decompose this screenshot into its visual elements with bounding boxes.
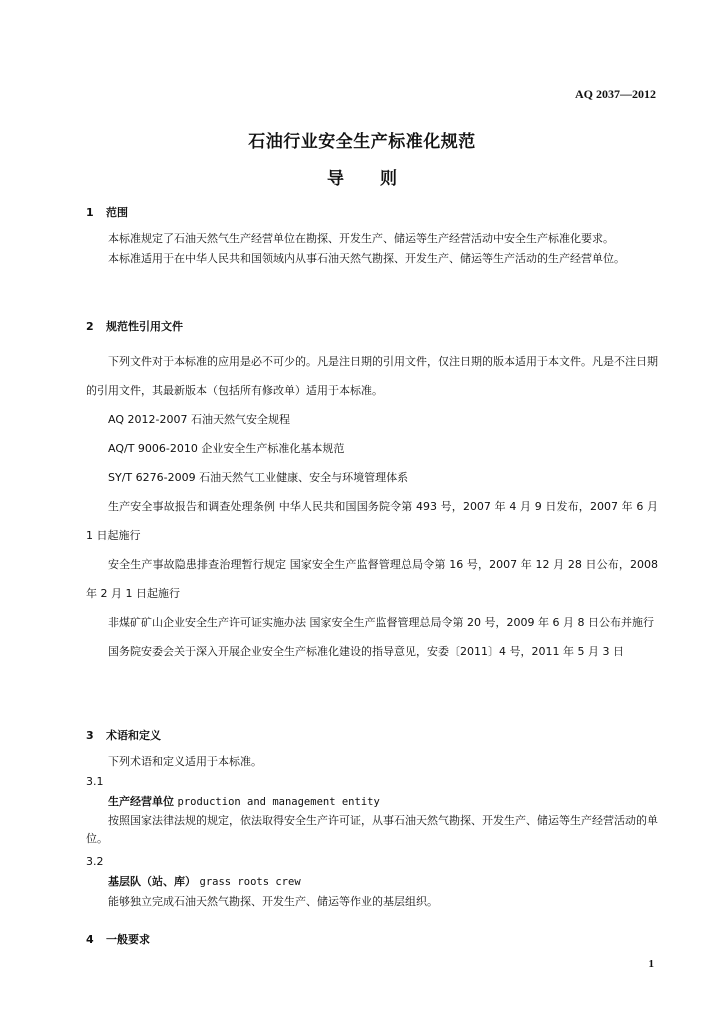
- term-heading: [86, 872, 658, 892]
- section-title: 一般要求: [106, 933, 150, 946]
- standard-code: AQ 2037—2012: [575, 87, 656, 101]
- section-number: 1: [86, 206, 94, 219]
- section-number: 2: [86, 320, 94, 333]
- reference-item: 安全生产事故隐患排查治理暂行规定 国家安全生产监督管理总局令第 16 号，2007 年 12 月 28 日公布，2008 年 2 月 1 日起施行: [86, 558, 658, 600]
- reference-item: AQ/T 9006-2010 企业安全生产标准化基本规范: [108, 442, 345, 455]
- section-title: 范围: [106, 206, 128, 219]
- paragraph: 本标准适用于在中华人民共和国领域内从事石油天然气勘探、开发生产、储运等生产活动的生产经营单位。: [108, 252, 625, 265]
- section-title: 术语和定义: [106, 729, 161, 742]
- term-name: 基层队（站、库）: [108, 875, 196, 888]
- reference-item: 生产安全事故报告和调查处理条例 中华人民共和国国务院令第 493 号，2007 年 4 月 9 日发布，2007 年 6 月 1 日起施行: [86, 500, 658, 542]
- section-4-heading: [86, 930, 658, 950]
- term-english: production and management entity: [177, 796, 380, 808]
- reference-item: AQ 2012-2007 石油天然气安全规程: [108, 413, 290, 426]
- section-3: [86, 726, 658, 912]
- reference-item: SY/T 6276-2009 石油天然气工业健康、安全与环境管理体系: [108, 471, 409, 484]
- section-1-heading: [86, 203, 658, 223]
- section-2-heading: [86, 317, 658, 337]
- term-definition: 按照国家法律法规的规定，依法取得安全生产许可证，从事石油天然气勘探、开发生产、储运等生产经营活动的单位。: [86, 814, 658, 845]
- subtitle-char-2: 则: [380, 169, 397, 189]
- section-number: 3: [86, 729, 94, 742]
- term-number: 3.1: [86, 775, 104, 788]
- paragraph: 下列文件对于本标准的应用是必不可少的。凡是注日期的引用文件，仅注日期的版本适用于本文件。凡是不注日期的引用文件，其最新版本（包括所有修改单）适用于本标准。: [86, 355, 658, 397]
- term-english: grass roots crew: [199, 876, 301, 888]
- subtitle-char-1: 导: [327, 169, 344, 189]
- reference-item: 国务院安委会关于深入开展企业安全生产标准化建设的指导意见，安委〔2011〕4 号，2011 年 5 月 3 日: [108, 645, 624, 658]
- section-number: 4: [86, 933, 94, 946]
- paragraph: 本标准规定了石油天然气生产经营单位在勘探、开发生产、储运等生产经营活动中安全生产标准化要求。: [108, 232, 614, 245]
- section-1: [86, 203, 658, 269]
- term-name: 生产经营单位: [108, 795, 174, 808]
- section-2: [86, 317, 658, 337]
- section-title: 规范性引用文件: [106, 320, 183, 333]
- section-4: [86, 930, 658, 950]
- document-title: 石油行业安全生产标准化规范: [248, 132, 476, 152]
- term-definition: 能够独立完成石油天然气勘探、开发生产、储运等作业的基层组织。: [108, 895, 438, 908]
- reference-item: 非煤矿矿山企业安全生产许可证实施办法 国家安全生产监督管理总局令第 20 号，2009 年 6 月 8 日公布并施行: [108, 616, 654, 629]
- paragraph: 下列术语和定义适用于本标准。: [108, 755, 262, 768]
- document-subtitle: [0, 164, 724, 189]
- references: [86, 347, 658, 666]
- term-number: 3.2: [86, 855, 104, 868]
- section-3-heading: [86, 726, 658, 746]
- term-heading: [86, 792, 658, 812]
- page-number: 1: [648, 958, 654, 970]
